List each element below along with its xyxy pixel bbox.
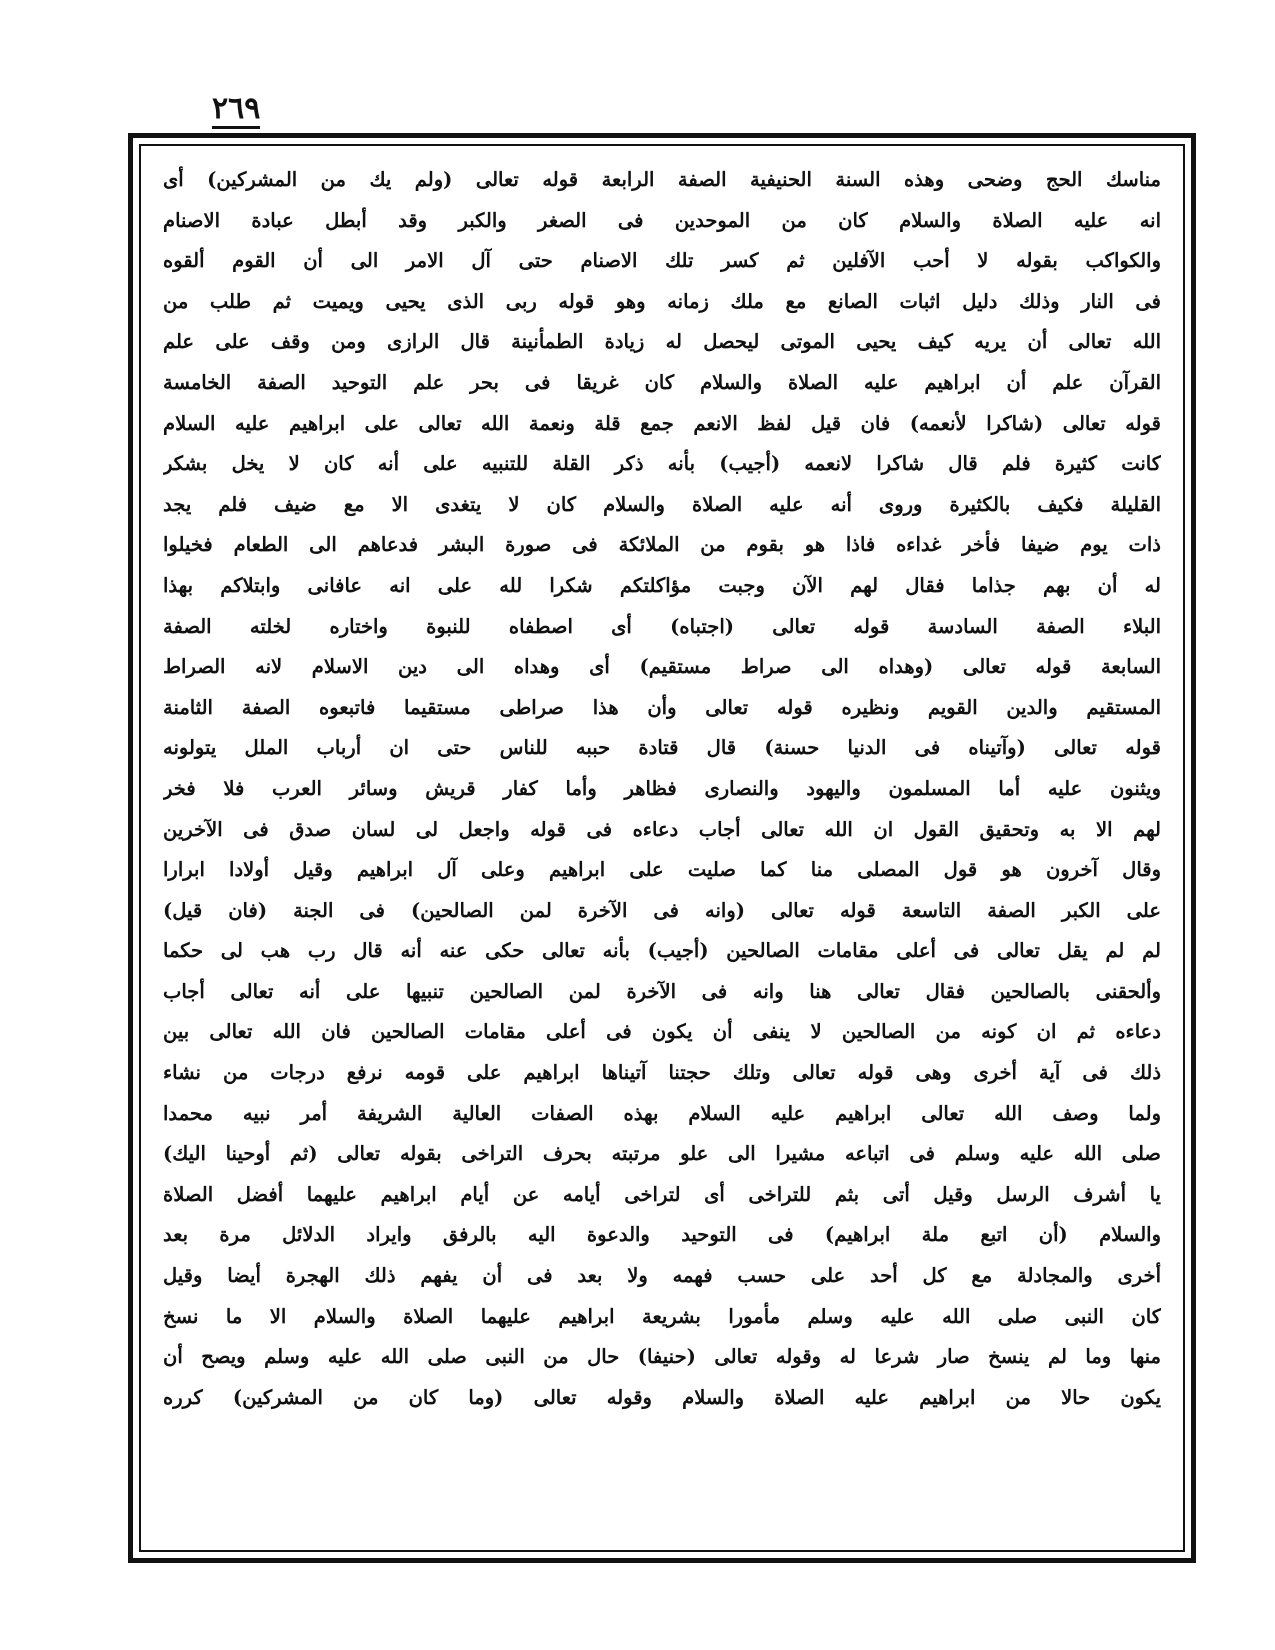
text-line: أخرى والمجادلة مع كل أحد على حسب فهمه ولا بعد فى أن يفهم ذلك الهجرة أيضا وقيل xyxy=(163,1264,1161,1288)
page-border xyxy=(128,133,1196,1563)
text-line: انه عليه الصلاة والسلام كان من الموحدين فى الصغر والكبر وقد أبطل عبادة الاصنام xyxy=(163,208,1161,232)
text-line: والكواكب بقوله لا أحب الآفلين ثم كسر تلك الاصنام حتى آل الامر الى أن القوم ألقوه xyxy=(163,249,1161,273)
text-line: البلاء الصفة السادسة قوله تعالى (اجتباه) أى اصطفاه للنبوة واختاره لخلته الصفة xyxy=(163,614,1161,638)
text-line: فى النار وذلك دليل اثبات الصانع مع ملك زمانه وهو قوله ربى الذى يحيى ويميت ثم طلب من xyxy=(163,289,1161,313)
text-line: قوله تعالى (شاكرا لأنعمه) فان قيل لفظ الانعم جمع قلة ونعمة الله تعالى على ابراهيم عليه السلام xyxy=(163,411,1161,435)
text-line: السابعة قوله تعالى (وهداه الى صراط مستقيم) أى وهداه الى دين الاسلام لانه الصراط xyxy=(163,655,1161,679)
text-line: القليلة فكيف بالكثيرة وروى أنه عليه الصلاة والسلام كان لا يتغدى الا مع ضيف فلم يجد xyxy=(163,492,1161,516)
text-body xyxy=(163,160,1161,1418)
text-line: كان النبى صلى الله عليه وسلم مأمورا بشريعة ابراهيم عليهما الصلاة والسلام الا ما نسخ xyxy=(163,1304,1161,1328)
text-line: القرآن علم أن ابراهيم عليه الصلاة والسلام كان غريقا فى بحر علم التوحيد الصفة الخامسة xyxy=(163,370,1161,394)
page-border-inner xyxy=(139,144,1185,1552)
text-line: ولما وصف الله تعالى ابراهيم عليه السلام بهذه الصفات العالية الشريفة أمر نبيه محمدا xyxy=(163,1101,1161,1125)
text-line: يا أشرف الرسل وقيل أتى بثم للتراخى أى لتراخى أيامه عن أيام ابراهيم عليهما أفضل الصلاة xyxy=(163,1182,1161,1206)
text-line: ذات يوم ضيفا فأخر غداءه فاذا هو بقوم من الملائكة فى صورة البشر فدعاهم الى الطعام فخيلوا xyxy=(163,533,1161,557)
text-line: يكون حالا من ابراهيم عليه الصلاة والسلام وقوله تعالى (وما كان من المشركين) كرره xyxy=(163,1385,1161,1409)
text-line: دعاءه ثم ان كونه من الصالحين لا ينفى أن يكون فى أعلى مقامات الصالحين فان الله تعالى بين xyxy=(163,1020,1161,1044)
text-line: ويثنون عليه أما المسلمون واليهود والنصارى فظاهر وأما كفار قريش وسائر العرب فلا فخر xyxy=(163,776,1161,800)
text-line: صلى الله عليه وسلم فى اتباعه مشيرا الى علو مرتبته بحرف التراخى بقوله تعالى (ثم أوحينا اليك) xyxy=(163,1142,1161,1166)
text-line: المستقيم والدين القويم ونظيره قوله تعالى وأن هذا صراطى مستقيما فاتبعوه الصفة الثامنة xyxy=(163,695,1161,719)
text-line: لم لم يقل تعالى فى أعلى مقامات الصالحين (أجيب) بأنه تعالى حكى عنه أنه قال رب هب لى حكما xyxy=(163,939,1161,963)
page-number: ٢٦٩ xyxy=(212,92,260,129)
text-line: ذلك فى آية أخرى وهى قوله تعالى وتلك حجتنا آتيناها ابراهيم على قومه نرفع درجات من نشاء xyxy=(163,1061,1161,1085)
text-line: قوله تعالى (وآتيناه فى الدنيا حسنة) قال قتادة حببه للناس حتى ان أرباب الملل يتولونه xyxy=(163,736,1161,760)
text-line: مناسك الحج وضحى وهذه السنة الحنيفية الصفة الرابعة قوله تعالى (ولم يك من المشركين) أى xyxy=(163,168,1161,191)
text-line: لهم الا به وتحقيق القول ان الله تعالى أجاب دعاءه فى قوله واجعل لى لسان صدق فى الآخرين xyxy=(163,817,1161,841)
text-line: على الكبر الصفة التاسعة قوله تعالى (وانه فى الآخرة لمن الصالحين) فى الجنة (فان قيل) xyxy=(163,898,1161,922)
text-line: منها وما لم ينسخ صار شرعا له وقوله تعالى (حنيفا) حال من النبى صلى الله عليه وسلم ويصح أن xyxy=(163,1345,1161,1369)
text-line: الله تعالى أن يريه كيف يحيى الموتى ليحصل له زيادة الطمأنينة قال الرازى ومن وقف على علم xyxy=(163,330,1161,354)
text-line: كانت كثيرة فلم قال شاكرا لانعمه (أجيب) بأنه ذكر القلة للتنبيه على أنه كان لا يخل بشكر xyxy=(163,452,1161,476)
text-line: وقال آخرون هو قول المصلى منا كما صليت على ابراهيم وعلى آل ابراهيم وقيل أولادا ابرارا xyxy=(163,858,1161,882)
text-line: وألحقنى بالصالحين فقال تعالى هنا وانه فى الآخرة لمن الصالحين تنبيها على أنه تعالى أجاب xyxy=(163,979,1161,1003)
text-line: له أن بهم جذاما فقال لهم الآن وجبت مؤاكلتكم شكرا لله على انه عافانى وابتلاكم بهذا xyxy=(163,573,1161,597)
text-line: والسلام (أن اتبع ملة ابراهيم) فى التوحيد والدعوة اليه بالرفق وايراد الدلائل مرة بعد xyxy=(163,1223,1161,1247)
